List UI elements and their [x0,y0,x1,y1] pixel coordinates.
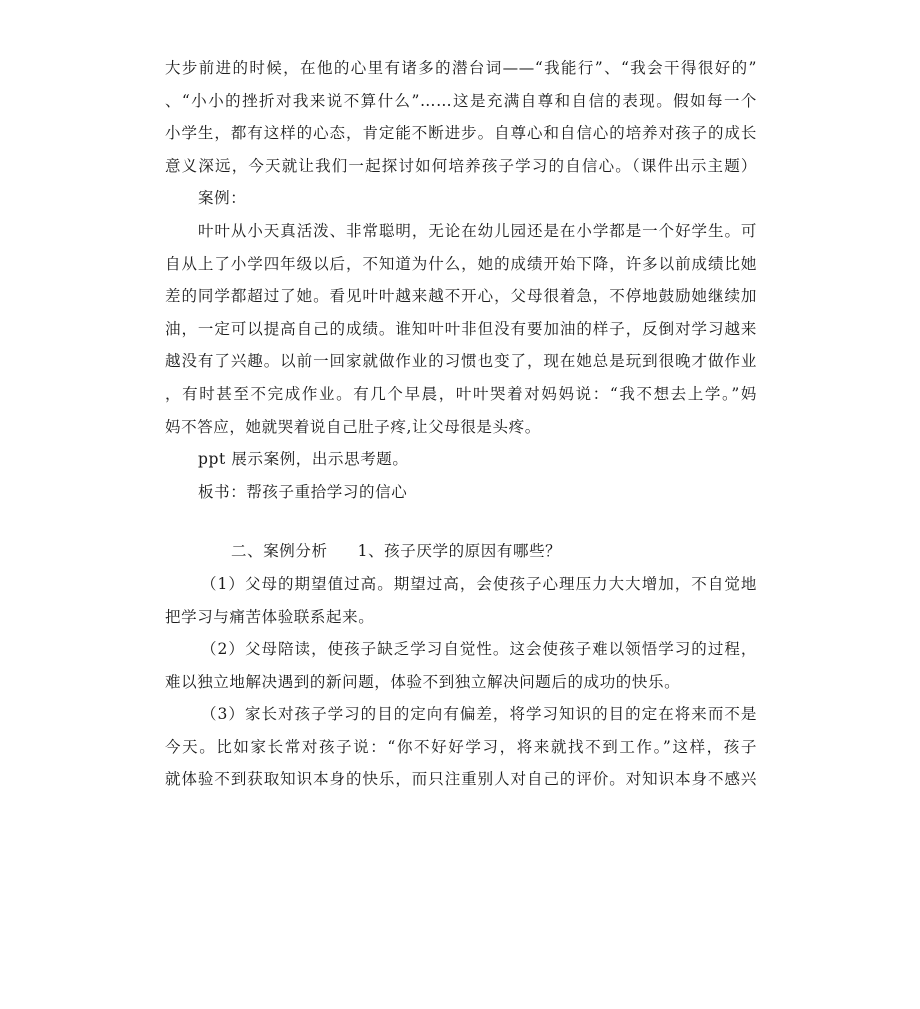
intro-line: 、“小小的挫折对我来说不算什么”……这是充满自尊和自信的表现。假如每一个 [165,91,757,110]
case-line: 油，一定可以提高自己的成绩。谁知叶叶非但没有要加油的样子，反倒对学习越来 [165,319,757,338]
case-line: 妈不答应，她就哭着说自己肚子疼,让父母很是头疼。 [165,417,541,436]
reason-line: （3）家长对孩子学习的目的定向有偏差，将学习知识的目的定在将来而不是 [201,705,757,724]
reason-line: 今天。比如家长常对孩子说：“你不好好学习，将来就找不到工作。”这样，孩子 [165,737,757,756]
reason-line: 难以独立地解决遇到的新问题，体验不到独立解决问题后的成功的快乐。 [165,672,681,691]
reason-line: （2）父母陪读，使孩子缺乏学习自觉性。这会使孩子难以领悟学习的过程， [201,640,757,659]
case-line: 越没有了兴趣。以前一回家就做作业的习惯也变了，现在她总是玩到很晚才做作业 [165,352,757,371]
case-line: 差的同学都超过了她。看见叶叶越来越不开心，父母很着急，不停地鼓励她继续加 [165,287,757,306]
case-line: ，有时甚至不完成作业。有几个早晨，叶叶哭着对妈妈说：“我不想去上学。”妈 [165,384,757,403]
paragraph-spacer [165,508,757,535]
reason-line: （1）父母的期望值过高。期望过高，会使孩子心理压力大大增加，不自觉地 [201,574,757,593]
reason-line: 把学习与痛苦体验联系起来。 [165,607,375,626]
reason-line: 就体验不到获取知识本身的快乐，而只注重别人对自己的评价。对知识本身不感兴 [165,770,757,789]
section-heading [165,535,757,568]
document-body [165,52,757,796]
case-line: 自从上了小学四年级以后，不知道为什么，她的成绩开始下降，许多以前成绩比她 [165,254,757,273]
section-question: 1、孩子厌学的原因有哪些？ [357,542,562,561]
intro-line: 大步前进的时候，在他的心里有诸多的潜台词——“我能行”、“我会干得很好的” [165,59,757,77]
section-title: 二、案例分析 [231,542,328,561]
board-note: 板书：帮孩子重拾学习的信心 [198,482,408,501]
intro-line: 小学生，都有这样的心态，肯定能不断进步。自尊心和自信心的培养对孩子的成长 [165,124,757,143]
ppt-note: ppt 展示案例，出示思考题。 [198,450,409,469]
case-line: 叶叶从小天真活泼、非常聪明，无论在幼儿园还是在小学都是一个好学生。可 [198,221,757,240]
intro-line: 意义深远，今天就让我们一起探讨如何培养孩子学习的自信心。（课件出示主题） [165,156,757,175]
case-label: 案例： [198,189,247,208]
